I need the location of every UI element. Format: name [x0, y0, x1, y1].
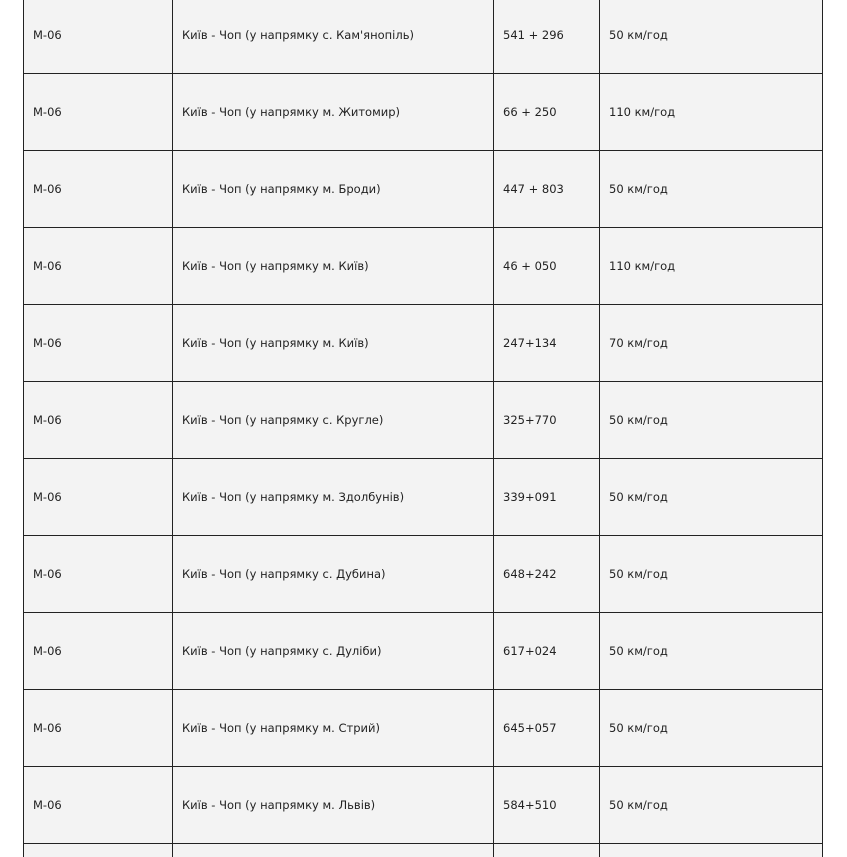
- table-row: [24, 0, 823, 74]
- table-row: [24, 613, 823, 690]
- table-row: [24, 844, 823, 857]
- speed-limit-table: [23, 0, 823, 857]
- speed-limit-cell: 50 км/год: [600, 536, 823, 613]
- direction-cell: Київ - Чоп (у напрямку м. Київ): [173, 228, 494, 305]
- km-marker-cell: 584+510: [494, 767, 600, 844]
- direction-cell: Київ - Чоп (у напрямку с. Кам'янопіль): [173, 0, 494, 74]
- road-cell: М-06: [24, 459, 173, 536]
- direction-cell: Київ - Чоп (у напрямку с. Дубина): [173, 536, 494, 613]
- table-row: [24, 151, 823, 228]
- road-cell: М-06: [24, 613, 173, 690]
- table-row: [24, 305, 823, 382]
- road-cell: М-06: [24, 767, 173, 844]
- direction-cell: Київ - Чоп (у напрямку м. Здолбунів): [173, 459, 494, 536]
- speed-limit-cell: 50 км/год: [600, 613, 823, 690]
- direction-cell: Київ - Чоп (у напрямку с. Кругле): [173, 382, 494, 459]
- km-marker-cell: 325+770: [494, 382, 600, 459]
- direction-cell: Київ - Чоп (у напрямку м. Стрий): [173, 690, 494, 767]
- direction-cell: Київ - Чоп (у напрямку м. Житомир): [173, 74, 494, 151]
- speed-limit-cell: 50 км/год: [600, 690, 823, 767]
- road-cell: М-06: [24, 536, 173, 613]
- km-marker-cell: 541 + 296: [494, 0, 600, 74]
- direction-cell: Київ - Чоп (у напрямку м. Львів): [173, 767, 494, 844]
- km-marker-cell: 617+024: [494, 613, 600, 690]
- km-marker-cell: 339+091: [494, 459, 600, 536]
- speed-limit-cell: [600, 844, 823, 857]
- road-cell: М-06: [24, 305, 173, 382]
- table-row: [24, 382, 823, 459]
- speed-limit-cell: 50 км/год: [600, 767, 823, 844]
- table-row: [24, 459, 823, 536]
- table-row: [24, 536, 823, 613]
- km-marker-cell: 46 + 050: [494, 228, 600, 305]
- km-marker-cell: 645+057: [494, 690, 600, 767]
- km-marker-cell: 247+134: [494, 305, 600, 382]
- speed-limit-cell: 110 км/год: [600, 228, 823, 305]
- speed-limit-cell: 50 км/год: [600, 382, 823, 459]
- road-cell: М-06: [24, 0, 173, 74]
- km-marker-cell: 447 + 803: [494, 151, 600, 228]
- speed-limit-cell: 50 км/год: [600, 0, 823, 74]
- road-cell: М-06: [24, 690, 173, 767]
- road-cell: М-06: [24, 228, 173, 305]
- km-marker-cell: 66 + 250: [494, 74, 600, 151]
- table-row: [24, 228, 823, 305]
- speed-limit-cell: 50 км/год: [600, 459, 823, 536]
- speed-limit-cell: 50 км/год: [600, 151, 823, 228]
- road-cell: [24, 844, 173, 857]
- direction-cell: Київ - Чоп (у напрямку м. Київ): [173, 305, 494, 382]
- km-marker-cell: 648+242: [494, 536, 600, 613]
- table-row: [24, 74, 823, 151]
- speed-limit-cell: 70 км/год: [600, 305, 823, 382]
- direction-cell: [173, 844, 494, 857]
- road-cell: М-06: [24, 151, 173, 228]
- road-cell: М-06: [24, 382, 173, 459]
- table-body: [24, 0, 823, 857]
- road-cell: М-06: [24, 74, 173, 151]
- direction-cell: Київ - Чоп (у напрямку м. Броди): [173, 151, 494, 228]
- direction-cell: Київ - Чоп (у напрямку с. Дуліби): [173, 613, 494, 690]
- table-row: [24, 767, 823, 844]
- table-row: [24, 690, 823, 767]
- km-marker-cell: [494, 844, 600, 857]
- speed-limit-cell: 110 км/год: [600, 74, 823, 151]
